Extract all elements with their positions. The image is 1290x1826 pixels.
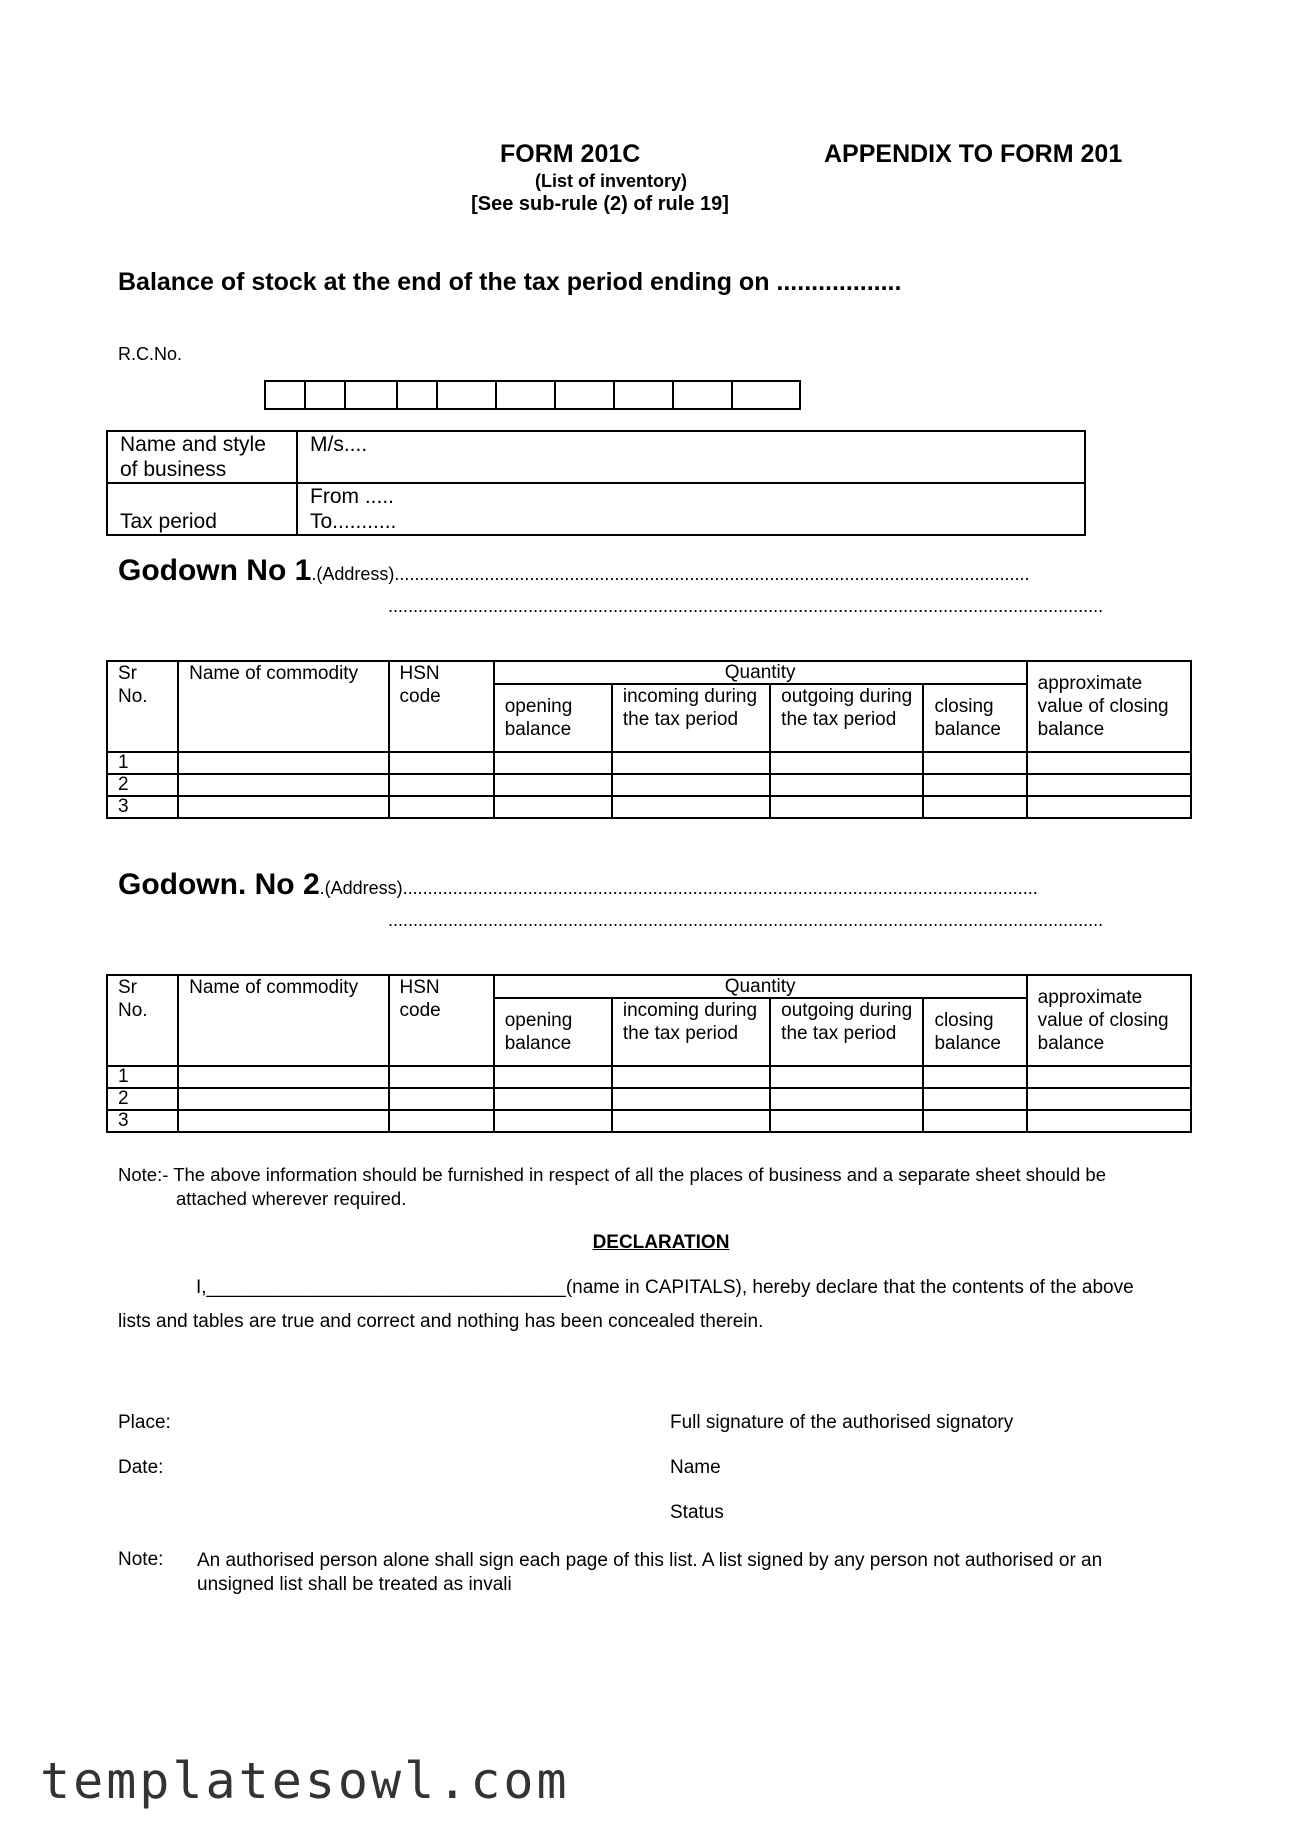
rc-box[interactable] bbox=[497, 382, 556, 408]
godown-1-title bbox=[118, 554, 1029, 588]
cell[interactable] bbox=[178, 1066, 388, 1088]
col-hsn-header: HSN code bbox=[389, 661, 494, 752]
cell[interactable] bbox=[389, 774, 494, 796]
row-number: 3 bbox=[107, 1110, 178, 1132]
godown-1-table bbox=[106, 660, 1192, 819]
cell[interactable] bbox=[389, 1088, 494, 1110]
rc-box[interactable] bbox=[615, 382, 674, 408]
place-label: Place: bbox=[118, 1412, 171, 1433]
rc-box[interactable] bbox=[438, 382, 497, 408]
row-number: 2 bbox=[107, 1088, 178, 1110]
table-row bbox=[107, 796, 1191, 818]
rc-box[interactable] bbox=[346, 382, 398, 408]
declaration-line2: lists and tables are true and correct and nothing has been concealed therein. bbox=[118, 1311, 764, 1332]
row-number: 3 bbox=[107, 796, 178, 818]
tax-period-field[interactable] bbox=[297, 483, 1085, 535]
cell[interactable] bbox=[494, 1088, 612, 1110]
godown-1-name: Godown No 1 bbox=[118, 554, 312, 587]
cell[interactable] bbox=[1027, 1066, 1191, 1088]
rc-box[interactable] bbox=[266, 382, 306, 408]
col-closing-header: closing balance bbox=[923, 998, 1026, 1066]
cell[interactable] bbox=[178, 796, 388, 818]
status-label: Status bbox=[670, 1502, 724, 1523]
rule-reference: [See sub-rule (2) of rule 19] bbox=[471, 193, 729, 215]
col-commodity-header: Name of commodity bbox=[178, 661, 388, 752]
godown-1-address-line2[interactable]: ............................................................................................................................................... bbox=[388, 596, 1104, 616]
rc-box[interactable] bbox=[674, 382, 733, 408]
cell[interactable] bbox=[389, 752, 494, 774]
col-closing-header: closing balance bbox=[923, 684, 1026, 752]
note2-text: An authorised person alone shall sign each page of this list. A list signed by any person not authorised or an unsigned list shall be treated as invali bbox=[197, 1550, 1103, 1595]
godown-2-address[interactable]: .(Address)............................................................................................................................... bbox=[319, 878, 1038, 898]
col-commodity-header: Name of commodity bbox=[178, 975, 388, 1066]
godown-2-name: Godown. No 2 bbox=[118, 868, 320, 901]
col-value-header: approximate value of closing balance bbox=[1027, 661, 1191, 752]
cell[interactable] bbox=[389, 1066, 494, 1088]
rc-number-boxes[interactable] bbox=[264, 380, 801, 410]
to-field[interactable]: To........... bbox=[310, 510, 397, 533]
cell[interactable] bbox=[612, 1110, 770, 1132]
rc-box[interactable] bbox=[398, 382, 438, 408]
godown-1-address[interactable]: .(Address)............................................................................................................................... bbox=[311, 564, 1030, 584]
table-row bbox=[107, 1110, 1191, 1132]
cell[interactable] bbox=[494, 752, 612, 774]
name-style-label: Name and style of business bbox=[107, 431, 297, 483]
cell[interactable] bbox=[770, 1088, 923, 1110]
col-hsn-header: HSN code bbox=[389, 975, 494, 1066]
cell[interactable] bbox=[389, 796, 494, 818]
cell[interactable] bbox=[923, 774, 1026, 796]
cell[interactable] bbox=[612, 1088, 770, 1110]
table-row bbox=[107, 1066, 1191, 1088]
note2-label: Note: bbox=[118, 1549, 164, 1570]
cell[interactable] bbox=[494, 774, 612, 796]
col-outgoing-header: outgoing during the tax period bbox=[770, 684, 923, 752]
godown-2-table bbox=[106, 974, 1192, 1133]
rc-box[interactable] bbox=[733, 382, 801, 408]
cell[interactable] bbox=[494, 1066, 612, 1088]
col-sr-header: Sr No. bbox=[107, 661, 178, 752]
rc-box[interactable] bbox=[306, 382, 346, 408]
table-row bbox=[107, 752, 1191, 774]
col-opening-header: opening balance bbox=[494, 998, 612, 1066]
cell[interactable] bbox=[923, 1110, 1026, 1132]
form-subtitle: (List of inventory) bbox=[535, 171, 687, 191]
cell[interactable] bbox=[770, 774, 923, 796]
cell[interactable] bbox=[770, 796, 923, 818]
business-info-table bbox=[106, 430, 1086, 536]
cell[interactable] bbox=[1027, 1110, 1191, 1132]
table-row bbox=[107, 774, 1191, 796]
declaration-line1[interactable]: I,__________________________________(name in CAPITALS), hereby declare that the contents of the above bbox=[196, 1277, 1134, 1298]
cell[interactable] bbox=[770, 752, 923, 774]
godown-2-title bbox=[118, 868, 1038, 902]
cell[interactable] bbox=[612, 1066, 770, 1088]
row-number: 2 bbox=[107, 774, 178, 796]
cell[interactable] bbox=[178, 1110, 388, 1132]
note-furnish-info bbox=[118, 1163, 1208, 1211]
cell[interactable] bbox=[178, 1088, 388, 1110]
col-outgoing-header: outgoing during the tax period bbox=[770, 998, 923, 1066]
cell[interactable] bbox=[1027, 752, 1191, 774]
cell[interactable] bbox=[770, 1066, 923, 1088]
stock-balance-heading: Balance of stock at the end of the tax period ending on .................. bbox=[118, 268, 902, 296]
cell[interactable] bbox=[770, 1110, 923, 1132]
col-opening-header: opening balance bbox=[494, 684, 612, 752]
col-quantity-header: Quantity bbox=[494, 975, 1027, 998]
name-label: Name bbox=[670, 1457, 721, 1478]
cell[interactable] bbox=[612, 796, 770, 818]
cell[interactable] bbox=[923, 752, 1026, 774]
cell[interactable] bbox=[178, 752, 388, 774]
cell[interactable] bbox=[923, 1088, 1026, 1110]
col-sr-header: Sr No. bbox=[107, 975, 178, 1066]
rc-box[interactable] bbox=[556, 382, 615, 408]
cell[interactable] bbox=[1027, 796, 1191, 818]
col-value-header: approximate value of closing balance bbox=[1027, 975, 1191, 1066]
appendix-title: APPENDIX TO FORM 201 bbox=[824, 140, 1123, 168]
col-incoming-header: incoming during the tax period bbox=[612, 998, 770, 1066]
rc-number-label: R.C.No. bbox=[118, 344, 183, 364]
cell[interactable] bbox=[923, 796, 1026, 818]
watermark-text: templatesowl.com bbox=[40, 1752, 570, 1810]
cell[interactable] bbox=[494, 1110, 612, 1132]
cell[interactable] bbox=[923, 1066, 1026, 1088]
cell[interactable] bbox=[612, 774, 770, 796]
business-name-field[interactable]: M/s.... bbox=[297, 431, 1085, 483]
col-incoming-header: incoming during the tax period bbox=[612, 684, 770, 752]
cell[interactable] bbox=[1027, 1088, 1191, 1110]
declaration-title: DECLARATION bbox=[592, 1232, 730, 1253]
note-text-continued: attached wherever required. bbox=[176, 1188, 407, 1209]
table-row bbox=[107, 1088, 1191, 1110]
form-number: FORM 201C bbox=[500, 140, 641, 168]
note-text: The above information should be furnished in respect of all the places of business and a separate sheet should be bbox=[173, 1164, 1106, 1185]
from-field[interactable]: From ..... bbox=[310, 485, 394, 508]
signature-label: Full signature of the authorised signatory bbox=[670, 1412, 1014, 1433]
cell[interactable] bbox=[178, 774, 388, 796]
date-label: Date: bbox=[118, 1457, 164, 1478]
cell[interactable] bbox=[494, 796, 612, 818]
godown-2-address-line2[interactable]: ............................................................................................................................................... bbox=[388, 910, 1104, 930]
row-number: 1 bbox=[107, 752, 178, 774]
cell[interactable] bbox=[1027, 774, 1191, 796]
note-label: Note:- bbox=[118, 1164, 169, 1185]
cell[interactable] bbox=[612, 752, 770, 774]
tax-period-label: Tax period bbox=[107, 483, 297, 535]
row-number: 1 bbox=[107, 1066, 178, 1088]
col-quantity-header: Quantity bbox=[494, 661, 1027, 684]
cell[interactable] bbox=[389, 1110, 494, 1132]
